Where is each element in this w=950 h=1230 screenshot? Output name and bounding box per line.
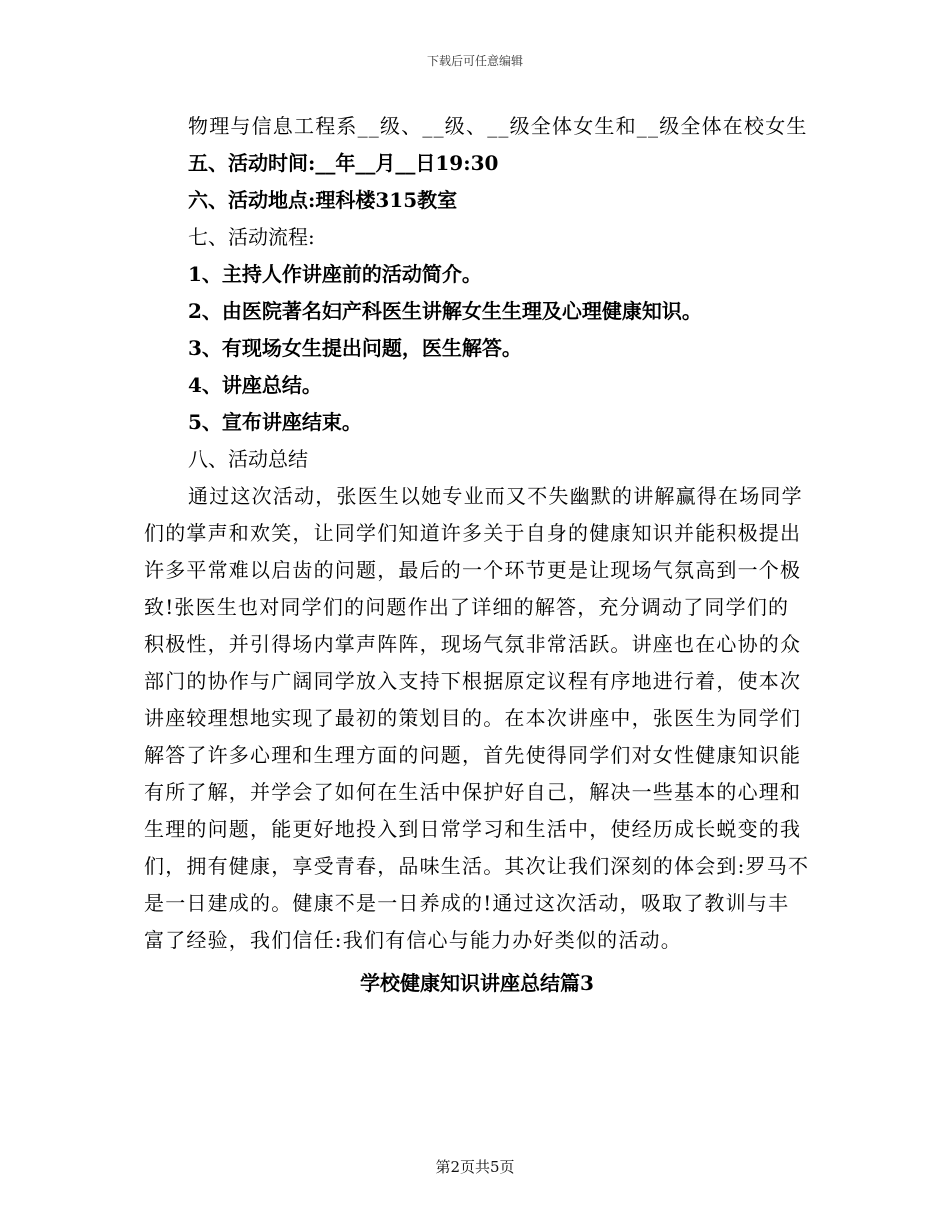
flow-item: 4、讲座总结。 — [188, 373, 322, 397]
flow-heading: 七、活动流程: — [188, 225, 315, 249]
flow-item: 5、宣布讲座结束。 — [188, 410, 362, 434]
audience-paragraph: 物理与信息工程系__级、__级、__级全体女生和__级全体在校女生 — [188, 114, 808, 138]
flow-item: 1、主持人作讲座前的活动简介。 — [188, 262, 482, 286]
page-header: 下载后可任意编辑 — [426, 54, 523, 68]
document-body — [144, 108, 810, 1002]
activity-time: 五、活动时间:__年__月__日19:30 — [188, 151, 499, 175]
next-section-title: 学校健康知识讲座总结篇3 — [360, 971, 594, 995]
summary-heading: 八、活动总结 — [188, 447, 308, 471]
summary-paragraph: 通过这次活动，张医生以她专业而又不失幽默的讲解赢得在场同学们的掌声和欢笑，让同学们知道许多关于自身的健康知识并能积极提出许多平常难以启齿的问题，最后的一个环节更是让现场气氛高到一个极致!张医生也对同学们的问题作出了详细的解答，充分调动了同学们的积极性，并引得场内掌声阵阵，现场气氛非常活跃。讲座也在心协的众部门的协作与广阔同学放入支持下根据原定议程有序地进行着，使本次讲座较理想地实现了最初的策划目的。在本次讲座中，张医生为同学们解答了许多心理和生理方面的问题，首先使得同学们对女性健康知识能有所了解，并学会了如何在生活中保护好自己，解决一些基本的心理和生理的问题，能更好地投入到日常学习和生活中，使经历成长蜕变的我们，拥有健康，享受青春，品味生活。其次让我们深刻的体会到:罗马不是一日建成的。健康不是一日养成的!通过这次活动，吸取了教训与丰富了经验，我们信任:我们有信心与能力办好类似的活动。 — [144, 484, 810, 952]
page-number: 第2页共5页 — [435, 1158, 515, 1176]
flow-item: 2、由医院著名妇产科医生讲解女生生理及心理健康知识。 — [188, 299, 702, 323]
flow-item: 3、有现场女生提出问题，医生解答。 — [188, 336, 522, 360]
activity-place: 六、活动地点:理科楼315教室 — [188, 188, 458, 212]
